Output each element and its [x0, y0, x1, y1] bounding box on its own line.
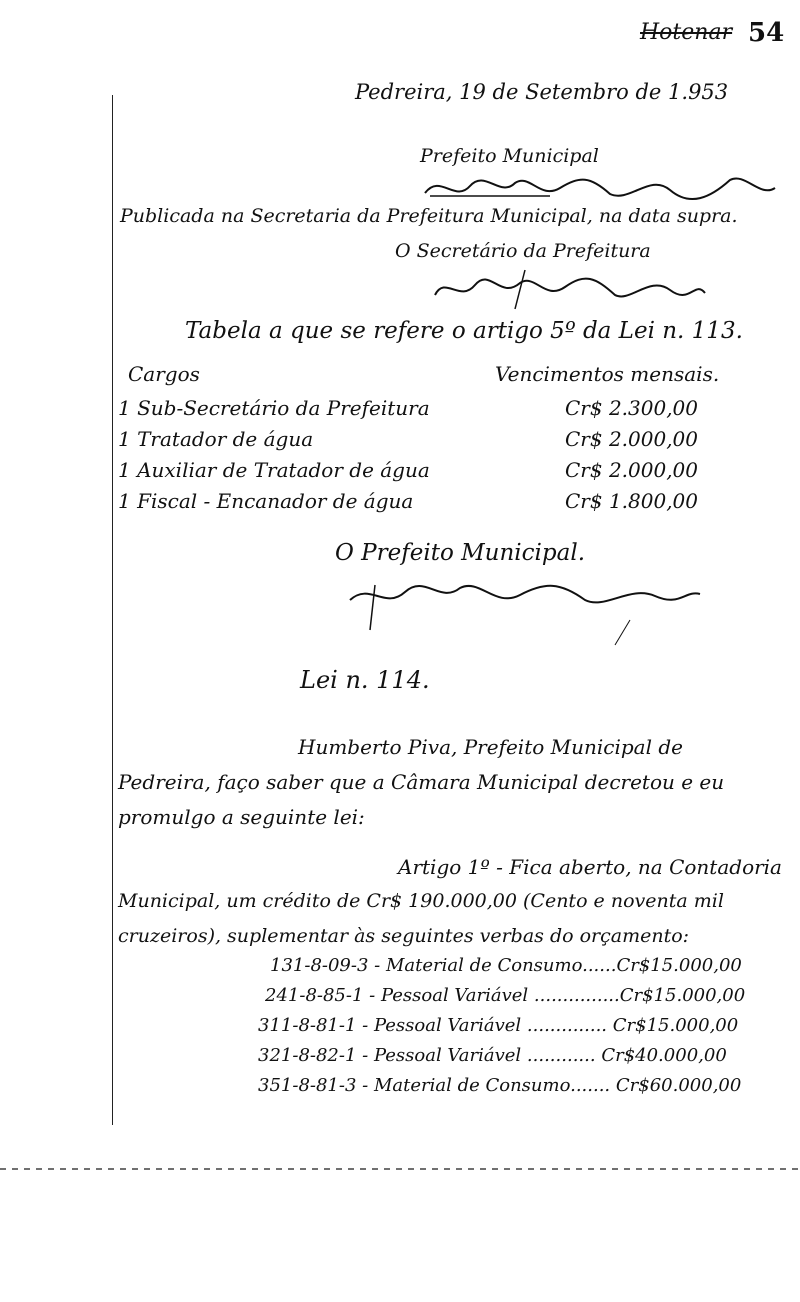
article-line: cruzeiros), suplementar às seguintes verbas do orçamento: — [118, 925, 690, 947]
credit-desc: Pessoal Variável — [373, 1015, 522, 1036]
credit-code: 311-8-81-1 — [258, 1015, 357, 1036]
page-stamp: Hotenar — [640, 20, 733, 45]
credit-dots: ....... — [570, 1075, 611, 1096]
credit-row: 241-8-85-1 - Pessoal Variável ...............Cr$15.000,00 — [265, 985, 746, 1006]
credit-dots: ............... — [533, 985, 620, 1006]
credit-value: Cr$15.000,00 — [619, 985, 746, 1006]
secretary-title: O Secretário da Prefeitura — [395, 240, 651, 262]
table-row-valor: Cr$ 2.000,00 — [565, 427, 699, 451]
bottom-scan-artifact — [0, 1168, 800, 1170]
credit-desc: Material de Consumo — [385, 955, 583, 976]
credit-code: 351-8-81-3 — [258, 1075, 357, 1096]
credit-row: 131-8-09-3 - Material de Consumo......Cr$15.000,00 — [270, 955, 742, 976]
table-row-cargo: 1 Sub-Secretário da Prefeitura — [118, 396, 430, 420]
mayor-signature-2 — [345, 570, 705, 644]
credit-row: 351-8-81-3 - Material de Consumo....... Cr$60.000,00 — [258, 1075, 742, 1096]
credit-row: 311-8-81-1 - Pessoal Variável .............. Cr$15.000,00 — [258, 1015, 739, 1036]
left-margin-line — [112, 95, 113, 1125]
table-col-vencimentos: Vencimentos mensais. — [495, 362, 720, 386]
credit-code: 241-8-85-1 — [265, 985, 364, 1006]
article-line: Artigo 1º - Fica aberto, na Contadoria — [398, 855, 782, 879]
credit-code: 131-8-09-3 — [270, 955, 369, 976]
page-number: 54 — [748, 18, 785, 48]
credit-dots: ............ — [526, 1045, 596, 1066]
mayor-title-2: O Prefeito Municipal. — [335, 540, 586, 566]
credit-value: Cr$15.000,00 — [616, 955, 742, 976]
law-intro-line: Humberto Piva, Prefeito Municipal de — [298, 735, 683, 759]
credit-value: Cr$40.000,00 — [601, 1045, 727, 1066]
table-row-valor: Cr$ 2.000,00 — [565, 458, 699, 482]
table-heading: Tabela a que se refere o artigo 5º da Lei n. 113. — [185, 318, 743, 344]
law-intro-line: promulgo a seguinte lei: — [118, 805, 365, 829]
credit-dots: ...... — [582, 955, 617, 976]
law-title: Lei n. 114. — [300, 666, 430, 694]
credit-desc: Material de Consumo — [373, 1075, 571, 1096]
credit-value: Cr$15.000,00 — [612, 1015, 739, 1036]
publication-text: Publicada na Secretaria da Prefeitura Municipal, na data supra. — [120, 205, 738, 227]
article-line: Municipal, um crédito de Cr$ 190.000,00 (Cento e noventa mil — [118, 890, 724, 912]
table-row-valor: Cr$ 1.800,00 — [565, 489, 699, 513]
table-row-cargo: 1 Auxiliar de Tratador de água — [118, 458, 430, 482]
credit-code: 321-8-82-1 — [258, 1045, 357, 1066]
credit-value: Cr$60.000,00 — [615, 1075, 742, 1096]
table-row-cargo: 1 Tratador de água — [118, 427, 314, 451]
credit-desc: Pessoal Variável — [373, 1045, 522, 1066]
table-col-cargos: Cargos — [128, 362, 200, 386]
secretary-signature — [430, 265, 710, 314]
table-row-valor: Cr$ 2.300,00 — [565, 396, 699, 420]
table-row-cargo: 1 Fiscal - Encanador de água — [118, 489, 414, 513]
date-line: Pedreira, 19 de Setembro de 1.953 — [355, 80, 729, 104]
law-intro-line: Pedreira, faço saber que a Câmara Municipal decretou e eu — [118, 770, 725, 794]
credit-dots: .............. — [526, 1015, 608, 1036]
credit-desc: Pessoal Variável — [380, 985, 529, 1006]
mayor-title-1: Prefeito Municipal — [420, 145, 599, 167]
credit-row: 321-8-82-1 - Pessoal Variável ............ Cr$40.000,00 — [258, 1045, 727, 1066]
